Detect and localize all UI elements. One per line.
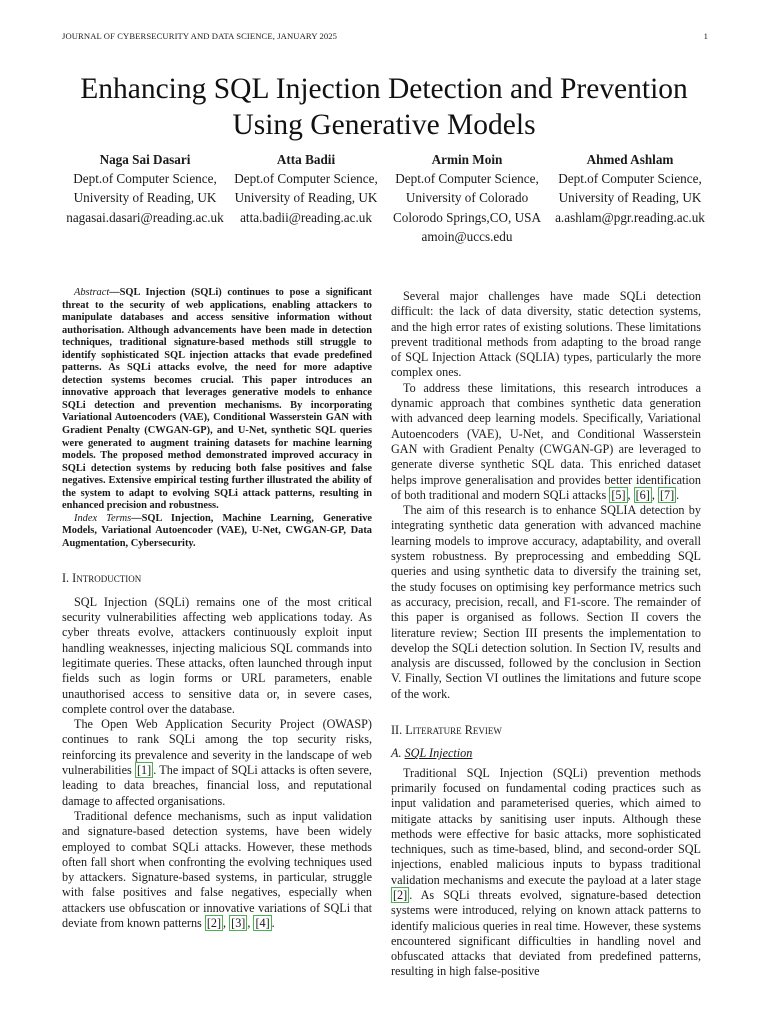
abstract-label: Abstract [74,287,110,298]
paragraph-text: Traditional defence mechanisms, such as input validation and signature-based detection systems, have been widely employed to combat SQLi attacks. However, these methods often fall short when confronting the evolving techniques used by attackers. Signature-based systems, in particular, struggle with false positives and false negatives, especially when attackers use obfuscation or innovative variations of SQLi that deviate from known patterns [62,808,372,931]
paper-title [0,71,768,143]
author-email: a.ashlam@pgr.reading.ac.uk [555,209,705,225]
running-header [62,31,708,41]
section-title: Literature Review [405,723,502,738]
author-name: Atta Badii [276,152,336,167]
paragraph-text: . As SQLi threats evolved, signature-based detection systems were introduced, relying on known attack patterns to identify malicious queries in real time. However, these systems encountered significant difficulties in handling novel and obfuscated attacks that deviated from predefined patterns, resulting in high false-positive [391,887,701,979]
paragraph: The aim of this research is to enhance SQLIA detection by integrating synthetic data generation with advanced machine learning models to improve accuracy, adaptability, and overall system robustness. By preprocessing and embedding SQL queries and using synthetic data to diversify the training set, the study focuses on optimising key performance metrics such as accuracy, precision, recall, and F1-score. The remainder of this paper is organised as follows. Section II covers the literature review; Section III presents the implementation to develop the SQLi detection solution. In Section IV, results and analysis are discussed, followed by the conclusion in Section V. Finally, Section VI outlines the limitations and future scope of the work. [391,503,701,701]
title-line-2: Using Generative Models [232,109,536,141]
author-email: amoin@uccs.edu [421,228,513,244]
author-inst: University of Colorado [405,190,529,206]
author-block [550,150,710,227]
paragraph-text: Traditional SQL Injection (SQLi) prevention methods primarily focused on fundamental coding practices such as input validation and parameterised queries, which aimed to mitigate attacks by sanitising user inputs. Although these methods were effective for basic attacks, more sophisticated techniques, such as time-based, blind, and second-order SQL injections, enabled malicious inputs to bypass traditional validation mechanisms and execute the payload at a later stage [391,765,701,887]
abstract-text: —SQL Injection (SQLi) continues to pose a significant threat to the security of web applications, enabling attackers to manipulate databases and access sensitive information without authorisation. Although advancements have been made in detection techniques, traditional signature-based methods still struggle to identify sophisticated SQL injection attacks that evade predefined patterns. As SQLi attacks evolve, the need for more adaptive detection systems becomes crucial. This paper introduces an innovative approach that leverages generative models to enhance SQLi detection and prevention mechanisms. By incorporating Variational Autoencoders (VAE), Conditional Wasserstein GAN with Gradient Penalty (CWGAN-GP), and U-Net, synthetic SQL queries were generated to augment training datasets for machine learning models. The proposed method demonstrated improved accuracy in SQLi detection systems by reducing both false positives and false negatives. Extensive empirical testing further illustrated the ability of the system to adapt to evolving SQLi attack patterns, resulting in enhanced precision and robustness. [62,287,372,512]
paragraph-text: . [676,487,680,502]
paragraph-text: . [271,916,275,931]
section-title: Introduction [72,571,142,586]
author-email: atta.badii@reading.ac.uk [240,209,372,225]
left-column [62,287,372,931]
journal-name: JOURNAL OF CYBERSECURITY AND DATA SCIENCE, JANUARY 2025 [62,31,338,41]
author-dept: Dept.of Computer Science, [234,171,378,187]
index-terms-text: —SQL Injection, Machine Learning, Generative Models, Variational Autoencoder (VAE), U-Net, CWGAN-GP, Data Augmentation, Cybersecurity. [62,512,372,549]
paragraph [62,717,372,809]
citation-link[interactable]: [2] [206,916,222,931]
page-number: 1 [703,31,708,41]
author-block [228,150,384,227]
section-number: I. [62,571,73,586]
author-dept: Dept.of Computer Science, [73,171,217,187]
author-inst: University of Reading, UK [73,190,217,206]
citation-link[interactable]: [3] [231,916,246,931]
author-inst: University of Reading, UK [234,190,378,206]
paragraph-text: . The impact of SQLi attacks is often severe, leading to data breaches, financial loss, and reputational damage to affected organisations. [62,763,372,808]
section-number: II. [391,723,406,738]
author-inst: University of Reading, UK [558,190,702,206]
author-email: nagasai.dasari@reading.ac.uk [66,209,224,225]
citation-link[interactable]: [2] [393,887,408,902]
paragraph: Traditional defence mechanisms, such as input validation and signature-based detection systems, have been widely employed to combat SQLi attacks. However, these methods often fall short when confronting the evolving techniques used by attackers. Signature-based systems, in particular, struggle with false positives and false negatives, especially when attackers use obfuscation or innovative variations of SQLi that deviate from known patterns [2] , [3] , [4] . [62,808,372,931]
author-dept: Dept.of Computer Science, [558,171,702,187]
author-location: Colorodo Springs,CO, USA [392,209,541,225]
paragraph-text: To address these limitations, this research introduces a dynamic approach that combines synthetic data generation with advanced deep learning models. Specifically, Variational Autoencoders (VAE), U-Net, and Conditional Wasserstein GAN with Gradient Penalty (CWGAN-GP) are leveraged to generate diverse synthetic SQL data. This enriched dataset helps improve generalisation and provides better identification of both traditional and modern SQLi attacks [391,380,701,502]
right-column [391,289,701,980]
citation-link[interactable]: [7] [659,487,675,502]
author-name: Ahmed Ashlam [586,152,674,167]
paragraph: To address these limitations, this research introduces a dynamic approach that combines synthetic data generation with advanced deep learning models. Specifically, Variational Autoencoders (VAE), U-Net, and Conditional Wasserstein GAN with Gradient Penalty (CWGAN-GP) are leveraged to generate diverse synthetic SQL data. This enriched dataset helps improve generalisation and provides better identification of both traditional and modern SQLi attacks [5] , [6] , [7] . [391,380,701,502]
title-line-1: Enhancing SQL Injection Detection and Prevention [80,73,688,105]
subsection-title: SQL Injection [404,746,473,761]
abstract [62,287,372,513]
index-terms-label: Index Terms [74,512,132,524]
index-terms [62,513,372,551]
author-dept: Dept.of Computer Science, [395,171,539,187]
citation-link[interactable]: [6] [635,487,650,502]
section-heading-introduction [62,571,372,586]
subsection-heading [391,746,701,761]
author-block [60,150,230,227]
citation-link[interactable]: [4] [255,916,270,931]
author-name: Naga Sai Dasari [99,152,191,167]
author-block [388,150,546,246]
author-name: Armin Moin [431,152,503,167]
paragraph-text: The Open Web Application Security Project (OWASP) continues to rank SQLi among the top security risks, reinforcing its prevalence and severity in the landscape of web vulnerabilities [62,717,372,778]
paragraph: Several major challenges have made SQLi detection difficult: the lack of data diversity, static detection systems, and the high error rates of existing solutions. These limitations prevent traditional methods from adapting to the broad range of SQL Injection Attack (SQLIA) types, particularly the more complex ones. [391,289,701,380]
citation-link[interactable]: [5] [611,487,626,502]
citation-link[interactable]: [1] [136,763,152,778]
paragraph [391,766,701,980]
subsection-number: A. [391,746,405,761]
paragraph: SQL Injection (SQLi) remains one of the most critical security vulnerabilities affecting web applications today. As cyber threats evolve, attackers continuously exploit input handling weaknesses, injecting malicious SQL commands into legitimate queries. These attacks, often launched through input fields such as login forms or URL parameters, enable unauthorised access to sensitive data or, in severe cases, complete control over the database. [62,594,372,716]
section-heading-literature-review [391,723,701,738]
